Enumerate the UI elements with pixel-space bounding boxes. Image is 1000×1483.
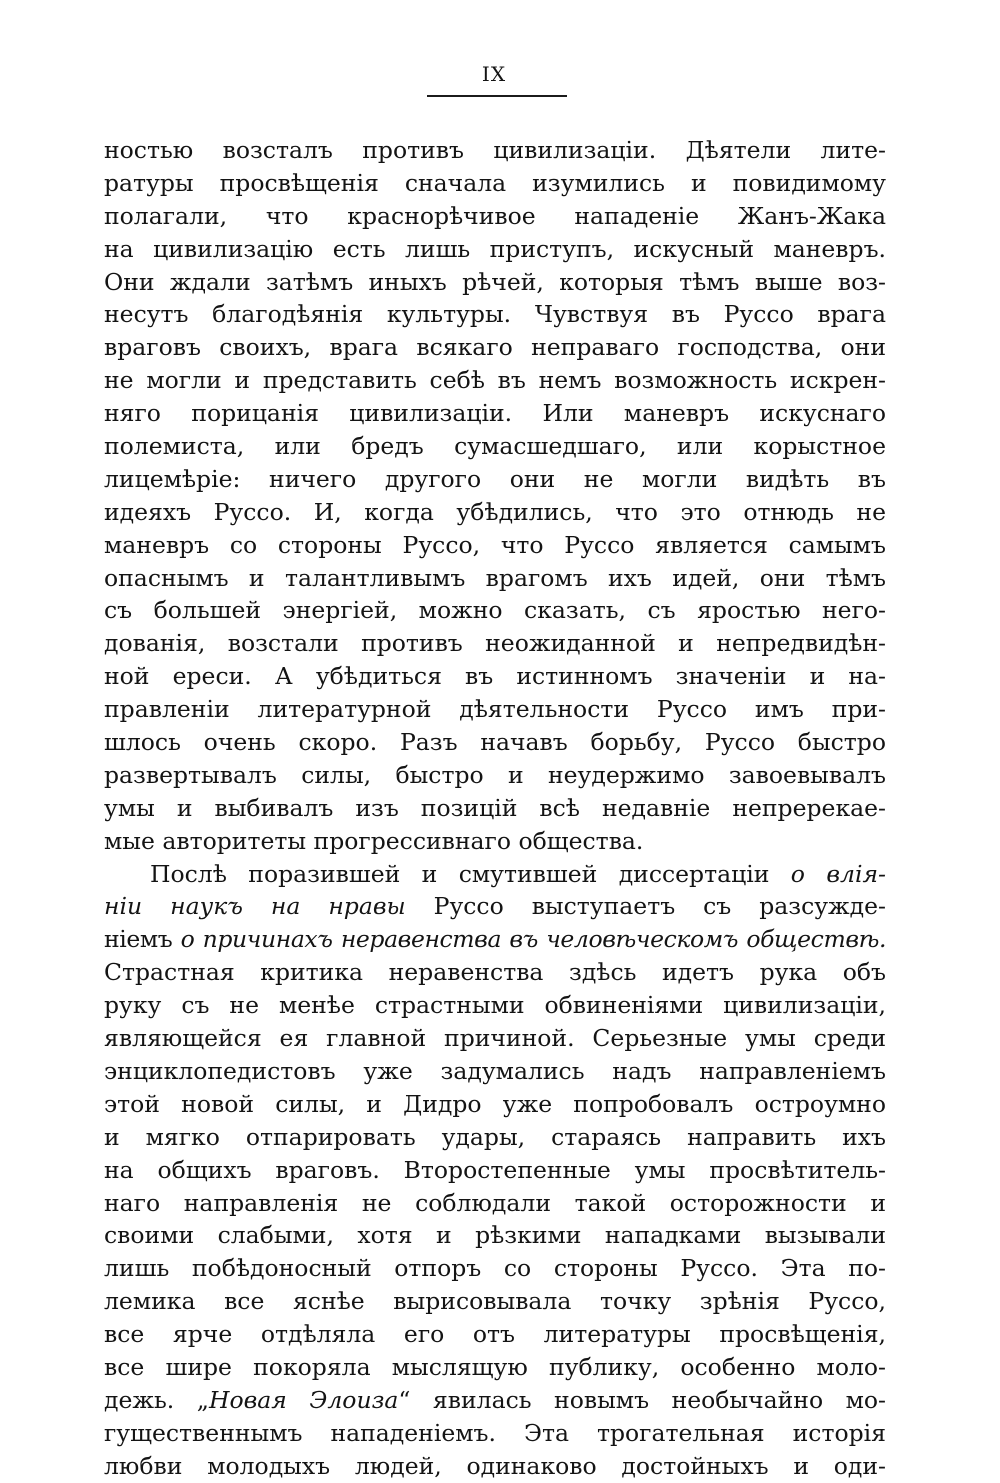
- text-line: любви молодыхъ людей, одинаково достойныхъ и оди-: [104, 1451, 886, 1480]
- text-line: ной ереси. А убѣдиться въ истинномъ значеніи и на-: [104, 662, 886, 691]
- text-line: полагали, что краснорѣчивое нападеніе Жанъ-Жака: [104, 201, 886, 230]
- text-run: ніемъ: [104, 925, 181, 954]
- italic-title-run: ніи наукъ на нравы: [104, 892, 406, 921]
- text-line: умы и выбивалъ изъ позицій всѣ недавніе непререкае-: [104, 793, 886, 822]
- text-run: “ явилась новымъ необычайно мо-: [398, 1385, 886, 1414]
- text-run: Руссо выступаетъ съ разсужде-: [405, 892, 886, 921]
- header-rule: [427, 95, 567, 97]
- text-run: дежь. „: [104, 1385, 209, 1414]
- text-line: на цивилизацію есть лишь приступъ, искусный маневръ.: [104, 234, 886, 263]
- text-line: наго направленія не соблюдали такой осторожности и: [104, 1188, 886, 1217]
- text-line: [104, 1384, 886, 1417]
- italic-title-run: Новая Элоиза: [208, 1385, 399, 1414]
- text-line: съ большей энергіей, можно сказать, съ яростью него-: [104, 596, 886, 625]
- text-line: несутъ благодѣянія культуры. Чувствуя въ Руссо врага: [104, 300, 886, 329]
- text-line: полемиста, или бредъ сумасшедшаго, или корыстное: [104, 432, 886, 461]
- text-line: гущественнымъ нападеніемъ. Эта трогательная исторія: [104, 1418, 886, 1447]
- text-line: Страстная критика неравенства здѣсь идетъ рука объ: [104, 958, 886, 987]
- body-text: [104, 134, 886, 1483]
- text-line: развертывалъ силы, быстро и неудержимо завоевывалъ: [104, 760, 886, 789]
- text-line: опаснымъ и талантливымъ врагомъ ихъ идей, они тѣмъ: [104, 563, 886, 592]
- page-number: IX: [481, 62, 507, 86]
- text-line: лемика все яснѣе вырисовывала точку зрѣнія Руссо,: [104, 1287, 886, 1316]
- text-line: на общихъ враговъ. Второстепенные умы просвѣтитель-: [104, 1155, 886, 1184]
- text-line: [104, 858, 886, 891]
- text-run: Послѣ поразившей и смутившей диссертаціи: [150, 859, 791, 888]
- text-line: [104, 923, 886, 956]
- text-line: лишь побѣдоносный отпоръ со стороны Руссо. Эта по-: [104, 1254, 886, 1283]
- text-line: руку съ не менѣе страстными обвиненіями цивилизаціи,: [104, 991, 886, 1020]
- text-line: маневръ со стороны Руссо, что Руссо является самымъ: [104, 530, 886, 559]
- text-line: энциклопедистовъ уже задумались надъ направленіемъ: [104, 1056, 886, 1085]
- text-line: лицемѣріе: ничего другого они не могли видѣть въ: [104, 464, 886, 493]
- text-line: Они ждали затѣмъ иныхъ рѣчей, которыя тѣмъ выше воз-: [104, 267, 886, 296]
- text-line: этой новой силы, и Дидро уже попробовалъ остроумно: [104, 1089, 886, 1118]
- text-line: мые авторитеты прогрессивнаго общества.: [104, 826, 644, 855]
- text-line: няго порицанія цивилизаціи. Или маневръ искуснаго: [104, 399, 886, 428]
- italic-title-run: о влія-: [790, 859, 886, 888]
- paragraph-2: [104, 858, 886, 1483]
- text-line: враговъ своихъ, врага всякаго неправаго господства, они: [104, 333, 886, 362]
- text-line: являющейся ея главной причиной. Серьезные умы среди: [104, 1024, 886, 1053]
- italic-title-run: о причинахъ неравенства въ человѣческомъ обществѣ.: [180, 925, 887, 954]
- paragraph-1: [104, 134, 886, 858]
- text-line: все ярче отдѣляла его отъ литературы просвѣщенія,: [104, 1320, 886, 1349]
- text-line: правленіи литературной дѣятельности Руссо имъ при-: [104, 695, 886, 724]
- text-line: ратуры просвѣщенія сначала изумились и повидимому: [104, 168, 886, 197]
- text-line: идеяхъ Руссо. И, когда убѣдились, что это отнюдь не: [104, 497, 886, 526]
- text-line: [104, 890, 886, 923]
- text-line: все шире покоряла мыслящую публику, особенно моло-: [104, 1352, 886, 1381]
- text-line: своими слабыми, хотя и рѣзкими нападками вызывали: [104, 1221, 886, 1250]
- text-line: дованія, возстали противъ неожиданной и непредвидѣн-: [104, 629, 886, 658]
- text-line: шлось очень скоро. Разъ начавъ борьбу, Руссо быстро: [104, 728, 886, 757]
- text-line: и мягко отпарировать удары, стараясь направить ихъ: [104, 1122, 886, 1151]
- text-line: не могли и представить себѣ въ немъ возможность искрен-: [104, 366, 886, 395]
- text-line: ностью возсталъ противъ цивилизаціи. Дѣятели лите-: [104, 136, 886, 164]
